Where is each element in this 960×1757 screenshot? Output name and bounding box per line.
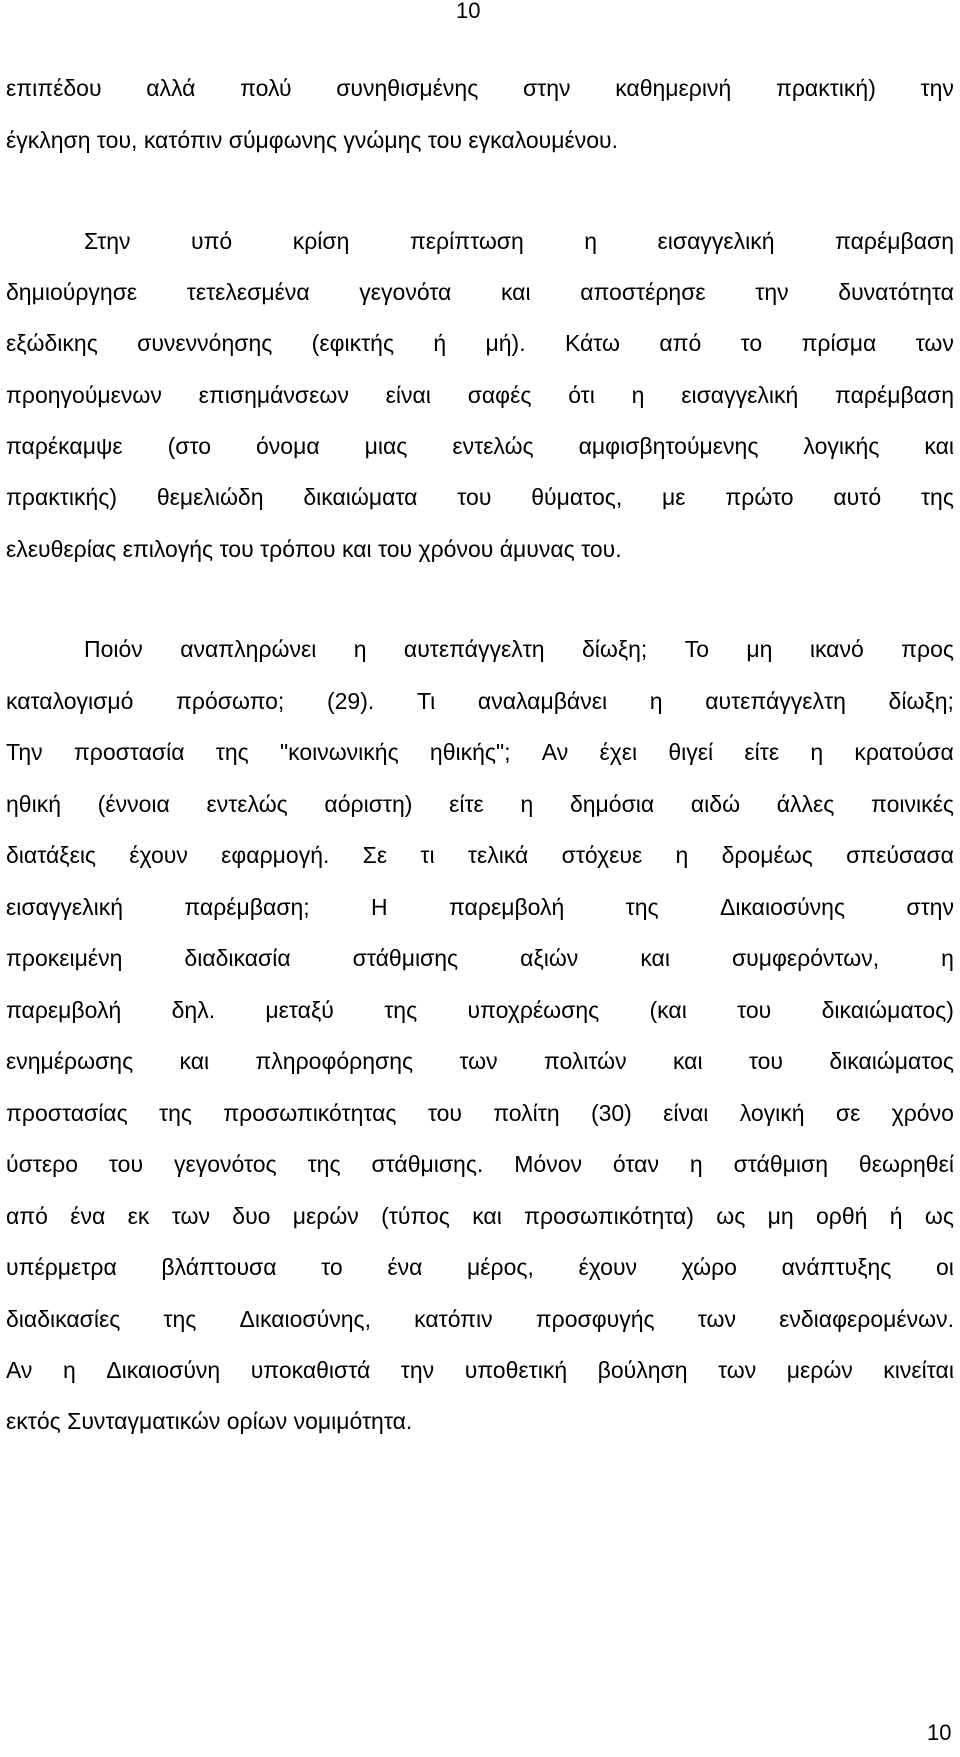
- word: Μόνον: [514, 1151, 582, 1177]
- word: η: [584, 228, 598, 254]
- text-line: [6, 1041, 954, 1081]
- text-line: [84, 221, 954, 261]
- word: περίπτωση: [409, 228, 524, 254]
- word: του: [737, 997, 772, 1023]
- word: αυτεπάγγελτη: [403, 636, 545, 662]
- word: προσφυγής: [535, 1306, 655, 1332]
- word: κρίση: [292, 228, 350, 254]
- text-line: [6, 732, 954, 772]
- word: της: [158, 1100, 192, 1126]
- text-line: [6, 68, 954, 108]
- word: των: [171, 1203, 210, 1229]
- word: παρεμβολή: [449, 894, 565, 920]
- word: επισημάνσεων: [198, 382, 349, 408]
- word: Ποιόν: [84, 636, 143, 662]
- word: αυτεπάγγελτη: [705, 688, 846, 714]
- word: είναι: [663, 1100, 709, 1126]
- word: προς: [901, 636, 954, 662]
- text-line: [6, 681, 954, 721]
- word: λογικής: [803, 433, 880, 459]
- word: αναλαμβάνει: [477, 688, 608, 714]
- word: διαδικασίες: [6, 1306, 121, 1332]
- word: καταλογισμό: [6, 688, 134, 714]
- word: και: [179, 1048, 210, 1074]
- word: προσωπικότητας: [223, 1100, 397, 1126]
- word: εντελώς: [452, 433, 534, 459]
- word: στάθμισης.: [371, 1151, 484, 1177]
- word: μή).: [485, 330, 526, 356]
- word: υποχρέωσης: [467, 997, 600, 1023]
- word: Σε: [362, 842, 388, 868]
- word: επιπέδου: [6, 75, 102, 101]
- word: έχει: [599, 739, 638, 765]
- word: της: [307, 1151, 341, 1177]
- page-number-bottom: 10: [927, 1720, 952, 1745]
- word: αναπληρώνει: [180, 636, 317, 662]
- word: (τύπος: [381, 1203, 450, 1229]
- word: εξώδικης: [6, 330, 98, 356]
- text-line: [6, 1350, 954, 1390]
- word: (και: [649, 997, 687, 1023]
- word: δημόσια: [569, 791, 655, 817]
- word: διαδικασία: [184, 945, 291, 971]
- word: υποθετική: [464, 1357, 568, 1383]
- word: Δικαιοσύνη: [106, 1357, 221, 1383]
- text-line: [6, 990, 954, 1030]
- word: ενημέρωσης: [6, 1048, 134, 1074]
- word: της: [625, 894, 659, 920]
- word: ή: [889, 1203, 903, 1229]
- word: μεταξύ: [265, 997, 334, 1023]
- word: την: [920, 75, 954, 101]
- word: παρεμβολή: [6, 997, 122, 1023]
- text-line: [6, 1093, 954, 1133]
- word: εκ: [127, 1203, 150, 1229]
- word: προστασίας: [6, 1100, 128, 1126]
- word: αποστέρησε: [580, 279, 706, 305]
- word: ηθικής";: [429, 739, 511, 765]
- word: αμφισβητούμενης: [578, 433, 759, 459]
- word: πολύ: [240, 75, 292, 101]
- word: στόχευε: [561, 842, 643, 868]
- word: μέρος,: [467, 1254, 534, 1280]
- text-line: [6, 426, 954, 466]
- word: δημιούργησε: [6, 279, 138, 305]
- word: γεγονότα: [359, 279, 452, 305]
- text-line: [6, 938, 954, 978]
- word: έχουν: [578, 1254, 638, 1280]
- word: λογική: [739, 1100, 805, 1126]
- word: των: [915, 330, 954, 356]
- word: τι: [420, 842, 435, 868]
- word: ποινικές: [871, 791, 954, 817]
- word: εντελώς: [206, 791, 288, 817]
- word: η: [689, 1151, 703, 1177]
- word: εφαρμογή.: [221, 842, 330, 868]
- word: ένα: [70, 1203, 106, 1229]
- word: από: [659, 330, 702, 356]
- word: και: [640, 945, 670, 971]
- word: σπεύσασα: [846, 842, 954, 868]
- word: άλλες: [776, 791, 835, 817]
- word: Κάτω: [564, 330, 621, 356]
- word: πρακτικής): [6, 484, 117, 510]
- word: (30): [590, 1100, 632, 1126]
- word: διατάξεις: [6, 842, 97, 868]
- word: Αν: [541, 739, 569, 765]
- text-line: [6, 1247, 954, 1287]
- word: ηθική: [6, 791, 61, 817]
- word: παρέμβαση: [835, 228, 954, 254]
- word: προκειμένη: [6, 945, 123, 971]
- word: εισαγγελική: [657, 228, 775, 254]
- word: η: [62, 1357, 76, 1383]
- word: πληροφόρησης: [255, 1048, 414, 1074]
- word: η: [520, 791, 534, 817]
- word: έγκληση του, κατόπιν σύμφωνης γνώμης του εγκαλουμένου.: [6, 127, 618, 153]
- word: προσωπικότητα): [524, 1203, 694, 1229]
- word: υπέρμετρα: [6, 1254, 117, 1280]
- word: σαφές: [467, 382, 532, 408]
- word: δικαιώματος): [821, 997, 954, 1023]
- word: σε: [835, 1100, 861, 1126]
- word: πρακτική): [775, 75, 876, 101]
- text-line: [6, 272, 954, 312]
- word: δίωξη;: [581, 636, 648, 662]
- word: ύστερο: [6, 1151, 78, 1177]
- word: Τι: [416, 688, 436, 714]
- word: έχουν: [129, 842, 188, 868]
- word: παρέμβαση: [835, 382, 954, 408]
- text-line: [6, 1144, 954, 1184]
- word: το: [321, 1254, 343, 1280]
- word: το: [740, 330, 763, 356]
- text-line: [6, 1299, 954, 1339]
- word: είναι: [385, 382, 431, 408]
- word: εκτός Συνταγματικών ορίων νομιμότητα.: [6, 1408, 413, 1434]
- word: του: [748, 1048, 784, 1074]
- word: αυτό: [833, 484, 882, 510]
- word: πρίσμα: [801, 330, 877, 356]
- text-line: [6, 784, 954, 824]
- word: η: [810, 739, 824, 765]
- word: πρόσωπο;: [176, 688, 285, 714]
- word: του: [108, 1151, 144, 1177]
- word: και: [672, 1048, 703, 1074]
- word: κινείται: [883, 1357, 954, 1383]
- word: θεωρηθεί: [858, 1151, 954, 1177]
- word: υποκαθιστά: [250, 1357, 371, 1383]
- word: αόριστη): [324, 791, 413, 817]
- word: προηγούμενων: [6, 382, 162, 408]
- text-line: [6, 1401, 954, 1441]
- word: χώρο: [681, 1254, 737, 1280]
- word: όταν: [612, 1151, 659, 1177]
- word: της: [163, 1306, 197, 1332]
- word: Την: [6, 739, 43, 765]
- text-line: [6, 323, 954, 363]
- word: από: [6, 1203, 48, 1229]
- word: βλάπτουσα: [161, 1254, 277, 1280]
- page-number-top: 10: [456, 0, 481, 23]
- word: μερών: [786, 1357, 853, 1383]
- word: στην: [522, 75, 571, 101]
- word: του: [427, 1100, 462, 1126]
- word: η: [941, 945, 954, 971]
- word: η: [631, 382, 645, 408]
- word: συνεννόησης: [137, 330, 273, 356]
- word: ως: [924, 1203, 954, 1229]
- word: ανάπτυξης: [781, 1254, 892, 1280]
- word: Η: [371, 894, 388, 920]
- word: (στο: [167, 433, 211, 459]
- text-line: [6, 120, 954, 160]
- word: Δικαιοσύνης,: [239, 1306, 371, 1332]
- word: ενδιαφερομένων.: [779, 1306, 954, 1332]
- word: Στην: [84, 228, 131, 254]
- word: "κοινωνικής: [279, 739, 399, 765]
- word: η: [675, 842, 689, 868]
- word: (εφικτής: [311, 330, 395, 356]
- word: της: [384, 997, 418, 1023]
- word: δηλ.: [171, 997, 216, 1023]
- word: συμφερόντων,: [731, 945, 880, 971]
- word: τετελεσμένα: [186, 279, 310, 305]
- word: η: [649, 688, 663, 714]
- word: δικαιώματα: [303, 484, 418, 510]
- text-line: [6, 477, 954, 517]
- word: μιας: [364, 433, 408, 459]
- text-line: [6, 375, 954, 415]
- word: πολιτών: [543, 1048, 627, 1074]
- word: πολίτη: [493, 1100, 560, 1126]
- word: μερών: [292, 1203, 359, 1229]
- word: δίωξη;: [888, 688, 954, 714]
- word: ως: [716, 1203, 746, 1229]
- word: δυνατότητα: [838, 279, 954, 305]
- word: τελικά: [467, 842, 529, 868]
- word: χρόνο: [891, 1100, 954, 1126]
- word: την: [755, 279, 789, 305]
- word: παρέμβαση;: [184, 894, 310, 920]
- word: κατόπιν: [414, 1306, 493, 1332]
- word: πρώτο: [725, 484, 794, 510]
- word: δρομέως: [721, 842, 813, 868]
- word: αιδώ: [690, 791, 741, 817]
- word: η: [353, 636, 367, 662]
- word: υπό: [190, 228, 233, 254]
- word: (έννοια: [97, 791, 170, 817]
- word: ορθή: [816, 1203, 868, 1229]
- word: των: [718, 1357, 757, 1383]
- word: παρέκαμψε: [6, 433, 123, 459]
- word: στην: [906, 894, 954, 920]
- word: γεγονότος: [173, 1151, 277, 1177]
- text-line: [6, 887, 954, 927]
- word: και: [924, 433, 954, 459]
- word: Το: [684, 636, 710, 662]
- word: των: [697, 1306, 736, 1332]
- word: του: [457, 484, 492, 510]
- word: ένα: [387, 1254, 423, 1280]
- word: προστασία: [73, 739, 185, 765]
- word: θιγεί: [668, 739, 714, 765]
- word: είτε: [449, 791, 484, 817]
- word: δικαιώματος: [829, 1048, 954, 1074]
- word: Δικαιοσύνης: [719, 894, 846, 920]
- word: είτε: [744, 739, 780, 765]
- word: αξιών: [520, 945, 579, 971]
- word: δυο: [232, 1203, 271, 1229]
- word: των: [459, 1048, 498, 1074]
- text-line: [6, 529, 954, 569]
- word: αλλά: [146, 75, 196, 101]
- word: της: [920, 484, 954, 510]
- word: ικανό: [809, 636, 864, 662]
- word: και: [500, 279, 531, 305]
- word: (29).: [326, 688, 375, 714]
- text-line: [84, 629, 954, 669]
- word: στάθμισης: [352, 945, 459, 971]
- word: καθημερινή: [615, 75, 732, 101]
- word: μη: [767, 1203, 794, 1229]
- text-line: [6, 835, 954, 875]
- word: κρατούσα: [854, 739, 954, 765]
- word: ή: [433, 330, 447, 356]
- word: της: [215, 739, 249, 765]
- word: την: [400, 1357, 435, 1383]
- word: Αν: [6, 1357, 33, 1383]
- word: ελευθερίας επιλογής του τρόπου και του χρόνου άμυνας του.: [6, 536, 622, 562]
- text-line: [6, 1196, 954, 1236]
- word: συνηθισμένης: [336, 75, 479, 101]
- word: οι: [935, 1254, 954, 1280]
- word: βούληση: [597, 1357, 688, 1383]
- word: εισαγγελική: [6, 894, 124, 920]
- word: θεμελιώδη: [156, 484, 264, 510]
- word: όνομα: [255, 433, 320, 459]
- word: μη: [746, 636, 773, 662]
- word: και: [472, 1203, 502, 1229]
- word: στάθμιση: [733, 1151, 828, 1177]
- word: ότι: [568, 382, 595, 408]
- word: με: [662, 484, 686, 510]
- word: θύματος,: [531, 484, 623, 510]
- word: εισαγγελική: [681, 382, 799, 408]
